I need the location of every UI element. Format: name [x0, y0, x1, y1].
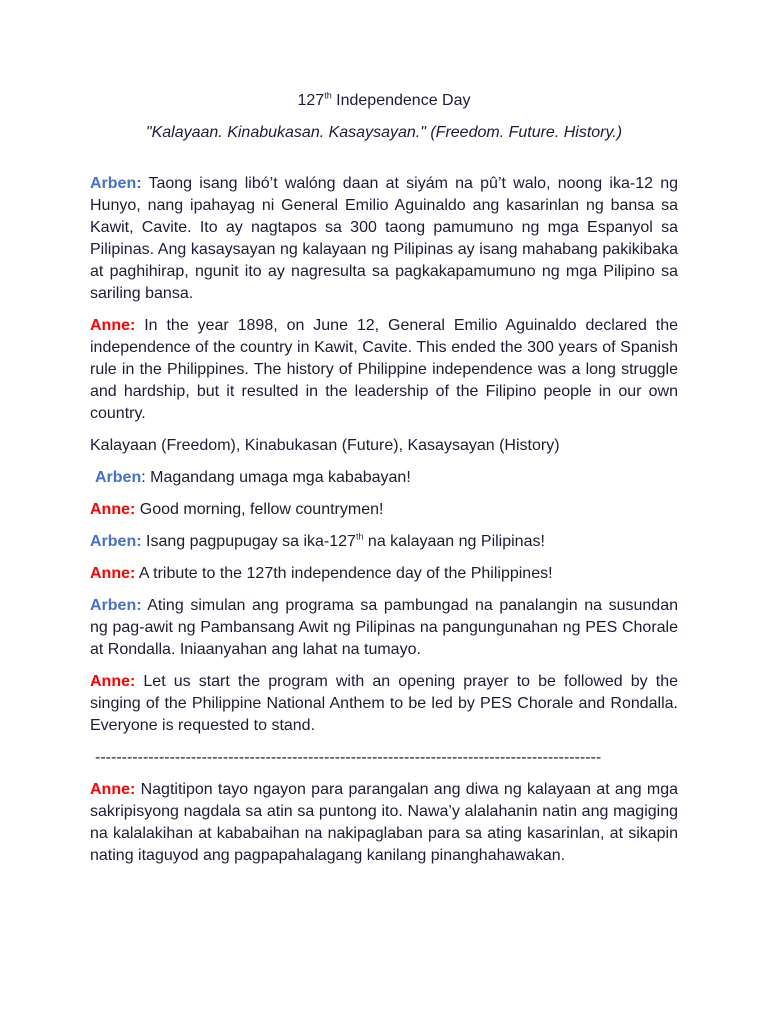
speaker-label-anne: Anne: — [90, 781, 136, 798]
speaker-label-arben: Arben — [95, 469, 142, 486]
script-line-arben-1 — [90, 173, 678, 305]
theme-translation: Kalayaan (Freedom), Kinabukasan (Future), Kasaysayan (History) — [90, 437, 560, 454]
speaker-label-anne: Anne: — [90, 317, 136, 334]
title-number: 127 — [297, 92, 325, 109]
speaker-label-anne: Anne: — [90, 565, 136, 582]
script-line-arben-3 — [90, 531, 678, 553]
ordinal-suffix: th — [355, 531, 364, 542]
line-text: na kalayaan ng Pilipinas! — [363, 533, 545, 550]
script-line-anne-5 — [90, 779, 678, 867]
script-line-anne-1 — [90, 315, 678, 425]
page-title — [90, 90, 678, 112]
line-text: Good morning, fellow countrymen! — [135, 501, 384, 518]
line-text: Nagtitipon tayo ngayon para parangalan ang diwa ng kalayaan at ang mga sakripisyong nagdala sa atin sa puntong ito. Nawa’y alalahanin natin ang magiging na kalalakihan at kababaihan na nakipaglaban para sa ating kasarinlan, at sikapin nating itaguyod ang pagpapahalagang kanilang pinanghahawakan. — [90, 781, 678, 864]
script-line-arben-2: Arben: Magandang umaga mga kababayan! — [95, 469, 411, 486]
line-text: In the year 1898, on June 12, General Emilio Aguinaldo declared the independence of the country in Kawit, Cavite. This ended the 300 years of Spanish rule in the Philippines. The history of Philippine independence was a long struggle and hardship, but it resulted in the leadership of the Filipino people in our own country. — [90, 317, 678, 422]
line-text: A tribute to the 127th independence day of the Philippines! — [135, 565, 553, 582]
script-line-anne-4 — [90, 671, 678, 737]
script-line-arben-4 — [90, 595, 678, 661]
title-ordinal-suffix: th — [324, 90, 332, 101]
speaker-label-anne: Anne: — [90, 673, 136, 690]
speaker-label-anne: Anne: — [90, 501, 136, 518]
page-subtitle: "Kalayaan. Kinabukasan. Kasaysayan." (Freedom. Future. History.) — [145, 124, 623, 141]
section-divider: ----------------------------------------------------------------------------------------------- — [95, 749, 602, 766]
line-text: Magandang umaga mga kababayan! — [145, 469, 411, 486]
program-script — [90, 173, 678, 867]
line-text: Let us start the program with an opening prayer to be followed by the singing of the Philippine National Anthem to be led by PES Chorale and Rondalla. Everyone is requested to stand. — [90, 673, 678, 734]
title-text: Independence Day — [331, 92, 471, 109]
line-text: Ating simulan ang programa sa pambungad na panalangin na susundan ng pag-awit ng Pambansang Awit ng Pilipinas na pangungunahan ng PES Chorale at Rondalla. Iniaanyahan ang lahat na tumayo. — [90, 597, 678, 658]
line-text: Isang pagpupugay sa ika-127 — [141, 533, 356, 550]
script-line-anne-3 — [90, 563, 678, 585]
script-line-anne-2 — [90, 499, 678, 521]
speaker-label-arben: Arben: — [90, 597, 142, 614]
speaker-label-arben: Arben: — [90, 533, 142, 550]
line-text: Taong isang libó’t walóng daan at siyám na pû’t walo, noong ika-12 ng Hunyo, nang ipahayag ni General Emilio Aguinaldo ang kasarinlan ng bansa sa Kawit, Cavite. Ito ay nagtapos sa 300 taong pamumuno ng mga Espanyol sa Pilipinas. Ang kasaysayan ng kalayaan ng Pilipinas ay isang mahabang pakikibaka at paghihirap, ngunit ito ay nagresulta sa pagkakapamumuno ng mga Pilipino sa sariling bansa. — [90, 175, 678, 302]
speaker-label-arben: Arben: — [90, 175, 142, 192]
